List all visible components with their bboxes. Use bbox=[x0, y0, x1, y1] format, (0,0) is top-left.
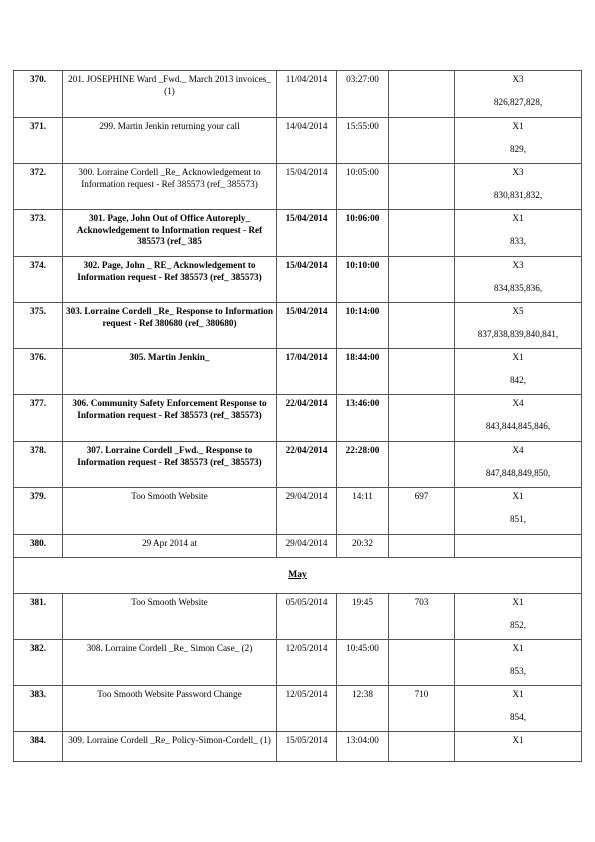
table-row bbox=[14, 442, 582, 488]
reference-number bbox=[389, 395, 455, 442]
table-row bbox=[14, 488, 582, 535]
page-count: X1 bbox=[512, 213, 524, 223]
page-count: X4 bbox=[512, 398, 524, 408]
page-numbers: 826,827,828, bbox=[493, 96, 543, 107]
table-row bbox=[14, 594, 582, 640]
document-description: 301. Page, John Out of Office Autoreply_ Acknowledgement to Information request - Ref 385573 (ref_ 385 bbox=[63, 210, 277, 257]
reference-number bbox=[389, 257, 455, 303]
document-time: 10:06:00 bbox=[337, 210, 389, 257]
document-date: 15/05/2014 bbox=[277, 732, 337, 762]
month-heading: May bbox=[14, 558, 582, 594]
document-time: 20:32 bbox=[337, 535, 389, 558]
page-numbers: 833, bbox=[509, 235, 527, 246]
entry-number: 371. bbox=[14, 118, 63, 164]
page-count: X3 bbox=[512, 74, 524, 84]
page-count-cell bbox=[455, 594, 582, 640]
table-row bbox=[14, 395, 582, 442]
document-description: 300. Lorraine Cordell _Re_ Acknowledgement to Information request - Ref 385573 (ref_ 385573) bbox=[63, 164, 277, 210]
entry-number: 376. bbox=[14, 349, 63, 395]
document-description: 302. Page, John _ RE_ Acknowledgement to Information request - Ref 385573 (ref_ 385573) bbox=[63, 257, 277, 303]
document-time: 10:10:00 bbox=[337, 257, 389, 303]
document-date: 15/04/2014 bbox=[277, 257, 337, 303]
document-time: 22:28:00 bbox=[337, 442, 389, 488]
entry-number: 384. bbox=[14, 732, 63, 762]
page-count: X1 bbox=[512, 643, 524, 653]
page-numbers: 854, bbox=[509, 711, 527, 722]
page-numbers: 843,844,845,846, bbox=[485, 420, 551, 431]
entry-number: 373. bbox=[14, 210, 63, 257]
table-row bbox=[14, 349, 582, 395]
page-count-cell bbox=[455, 210, 582, 257]
document-description: 299. Martin Jenkin returning your call bbox=[63, 118, 277, 164]
document-date: 22/04/2014 bbox=[277, 442, 337, 488]
document-description: 309. Lorraine Cordell _Re_ Policy-Simon-Cordell_ (1) bbox=[63, 732, 277, 762]
document-time: 13:46:00 bbox=[337, 395, 389, 442]
evidence-index-table bbox=[13, 70, 582, 762]
document-description: 308. Lorraine Cordell _Re_ Simon Case_ (2) bbox=[63, 640, 277, 686]
document-date: 11/04/2014 bbox=[277, 71, 337, 118]
page-count-cell bbox=[455, 442, 582, 488]
document-date: 12/05/2014 bbox=[277, 686, 337, 732]
page-count-cell bbox=[455, 349, 582, 395]
document-description: 307. Lorraine Cordell _Fwd._ Response to Information request - Ref 385573 (ref_ 385573) bbox=[63, 442, 277, 488]
document-time: 18:44:00 bbox=[337, 349, 389, 395]
page-count-cell bbox=[455, 535, 582, 558]
entry-number: 381. bbox=[14, 594, 63, 640]
month-section bbox=[14, 558, 582, 594]
page-count: X1 bbox=[512, 121, 524, 131]
document-time: 13:04:00 bbox=[337, 732, 389, 762]
table-row bbox=[14, 303, 582, 349]
document-description: 305. Martin Jenkin_ bbox=[63, 349, 277, 395]
document-date: 14/04/2014 bbox=[277, 118, 337, 164]
document-time: 14:11 bbox=[337, 488, 389, 535]
table-row bbox=[14, 210, 582, 257]
document-description: 306. Community Safety Enforcement Response to Information request - Ref 385573 (ref_ 385573) bbox=[63, 395, 277, 442]
page-count: X3 bbox=[512, 167, 524, 177]
entry-number: 377. bbox=[14, 395, 63, 442]
page-count: X1 bbox=[512, 735, 524, 745]
page-count-cell bbox=[455, 257, 582, 303]
document-date: 29/04/2014 bbox=[277, 535, 337, 558]
page-count: X1 bbox=[512, 491, 524, 501]
document-date: 29/04/2014 bbox=[277, 488, 337, 535]
page-numbers: 853, bbox=[509, 665, 527, 676]
page-numbers: 834,835,836, bbox=[493, 282, 543, 293]
page-count-cell bbox=[455, 71, 582, 118]
page-count: X1 bbox=[512, 689, 524, 699]
page-numbers: 851, bbox=[509, 513, 527, 524]
table-row bbox=[14, 686, 582, 732]
document-description: Too Smooth Website bbox=[63, 594, 277, 640]
reference-number bbox=[389, 349, 455, 395]
page-count: X4 bbox=[512, 445, 524, 455]
page-count-cell bbox=[455, 303, 582, 349]
reference-number bbox=[389, 164, 455, 210]
document-description: Too Smooth Website bbox=[63, 488, 277, 535]
document-description: 303. Lorraine Cordell _Re_ Response to Information request - Ref 380680 (ref_ 380680) bbox=[63, 303, 277, 349]
entry-number: 375. bbox=[14, 303, 63, 349]
document-date: 22/04/2014 bbox=[277, 395, 337, 442]
page-count-cell bbox=[455, 488, 582, 535]
page-numbers: 847,848,849,850, bbox=[485, 467, 551, 478]
document-description: Too Smooth Website Password Change bbox=[63, 686, 277, 732]
reference-number bbox=[389, 535, 455, 558]
entry-number: 379. bbox=[14, 488, 63, 535]
table-body-april bbox=[14, 71, 582, 558]
table-row bbox=[14, 732, 582, 762]
table-body-may bbox=[14, 594, 582, 762]
entry-number: 372. bbox=[14, 164, 63, 210]
page-count-cell bbox=[455, 732, 582, 762]
document-date: 17/04/2014 bbox=[277, 349, 337, 395]
reference-number: 710 bbox=[389, 686, 455, 732]
document-time: 03:27:00 bbox=[337, 71, 389, 118]
document-date: 05/05/2014 bbox=[277, 594, 337, 640]
entry-number: 374. bbox=[14, 257, 63, 303]
table-row bbox=[14, 535, 582, 558]
table-row bbox=[14, 257, 582, 303]
page-numbers: 842, bbox=[509, 374, 527, 385]
reference-number bbox=[389, 210, 455, 257]
reference-number: 697 bbox=[389, 488, 455, 535]
document-date: 15/04/2014 bbox=[277, 164, 337, 210]
reference-number bbox=[389, 71, 455, 118]
page-count-cell bbox=[455, 640, 582, 686]
page-count: X1 bbox=[512, 597, 524, 607]
reference-number bbox=[389, 732, 455, 762]
page-numbers: 852, bbox=[509, 619, 527, 630]
document-time: 10:05:00 bbox=[337, 164, 389, 210]
page-count: X1 bbox=[512, 352, 524, 362]
table-row bbox=[14, 640, 582, 686]
document-time: 19:45 bbox=[337, 594, 389, 640]
table-row bbox=[14, 71, 582, 118]
entry-number: 382. bbox=[14, 640, 63, 686]
page-numbers: 829, bbox=[509, 143, 527, 154]
page-numbers: 837,838,839,840,841, bbox=[477, 328, 559, 339]
document-time: 10:45:00 bbox=[337, 640, 389, 686]
reference-number bbox=[389, 640, 455, 686]
table-row bbox=[14, 118, 582, 164]
page-count-cell bbox=[455, 118, 582, 164]
reference-number: 703 bbox=[389, 594, 455, 640]
document-description: 29 Apr 2014 at bbox=[63, 535, 277, 558]
document-time: 12:38 bbox=[337, 686, 389, 732]
document-date: 15/04/2014 bbox=[277, 303, 337, 349]
document-time: 10:14:00 bbox=[337, 303, 389, 349]
page-count: X3 bbox=[512, 260, 524, 270]
document-time: 15:55:00 bbox=[337, 118, 389, 164]
entry-number: 370. bbox=[14, 71, 63, 118]
page-count-cell bbox=[455, 164, 582, 210]
document-date: 15/04/2014 bbox=[277, 210, 337, 257]
entry-number: 378. bbox=[14, 442, 63, 488]
reference-number bbox=[389, 303, 455, 349]
table-row bbox=[14, 164, 582, 210]
month-section-row bbox=[14, 558, 582, 594]
document-description: 201. JOSEPHINE Ward _Fwd._ March 2013 invoices_ (1) bbox=[63, 71, 277, 118]
reference-number bbox=[389, 118, 455, 164]
entry-number: 380. bbox=[14, 535, 63, 558]
page-count: X5 bbox=[512, 306, 524, 316]
reference-number bbox=[389, 442, 455, 488]
page-count-cell bbox=[455, 686, 582, 732]
entry-number: 383. bbox=[14, 686, 63, 732]
document-date: 12/05/2014 bbox=[277, 640, 337, 686]
page-numbers: 830,831,832, bbox=[493, 189, 543, 200]
page-count-cell bbox=[455, 395, 582, 442]
